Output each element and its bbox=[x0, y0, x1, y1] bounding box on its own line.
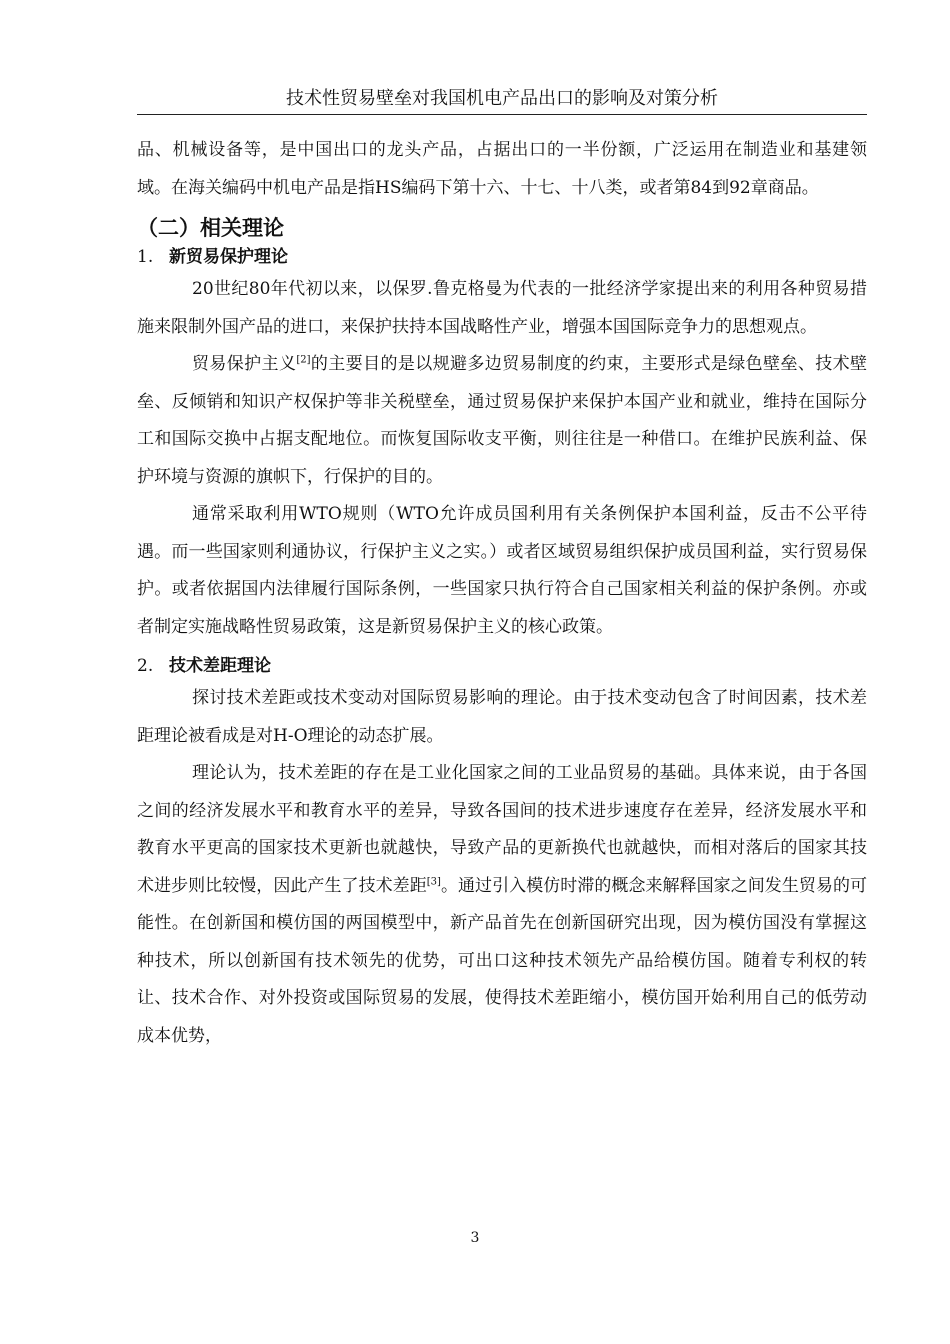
running-header: 技术性贸易壁垒对我国机电产品出口的影响及对策分析 bbox=[137, 84, 867, 115]
citation-2: [2] bbox=[296, 354, 311, 366]
citation-3: [3] bbox=[426, 875, 441, 887]
sub-heading-2 bbox=[137, 652, 867, 680]
paragraph-3: 通常采取利用WTO规则（WTO允许成员国利用有关条例保护本国利益，反击不公平待遇。而一些国家则利通协议，行保护主义之实。）或者区域贸易组织保护成员国利益，实行贸易保护。或者依据国内法律履行国际条例，一些国家只执行符合自己国家相关利益的保护条例。亦或者制定实施战略性贸易政策，这是新贸易保护主义的核心政策。 bbox=[137, 504, 867, 637]
page-content bbox=[137, 132, 867, 1055]
paragraph-5-text-b: 。通过引入模仿时滞的概念来解释国家之间发生贸易的可能性。在创新国和模仿国的两国模型中，新产品首先在创新国研究出现，因为模仿国没有掌握这种技术，所以创新国有技术领先的优势，可出口这种技术领先产品给模仿国。随着专利权的转让、技术合作、对外投资或国际贸易的发展，使得技术差距缩小，模仿国开始利用自己的低劳动成本优势， bbox=[137, 875, 868, 1046]
paragraph-2 bbox=[137, 346, 867, 496]
paragraph-5-text-a: 理论认为，技术差距的存在是工业化国家之间的工业品贸易的基础。具体来说，由于各国之间的经济发展水平和教育水平的差异，导致各国间的技术进步速度存在差异，经济发展水平和教育水平更高的国家技术更新也就越快，导致产品的更新换代也就越快，而相对落后的国家其技术进步则比较慢，因此产生了技术差距 bbox=[137, 763, 867, 896]
paragraph-2-text-b: 的主要目的是以规避多边贸易制度的约束，主要形式是绿色壁垒、技术壁垒、反倾销和知识产权保护等非关税壁垒，通过贸易保护来保护本国产业和就业，维持在国际分工和国际交换中占据支配地位。而恢复国际收支平衡，则往往是一种借口。在维护民族利益、保护环境与资源的旗帜下，行保护的目的。 bbox=[137, 354, 868, 487]
paragraph-5 bbox=[137, 755, 867, 1055]
sub-heading-1-title: 新贸易保护理论 bbox=[169, 247, 288, 267]
sub-heading-1 bbox=[137, 243, 867, 271]
section-heading: （二）相关理论 bbox=[137, 216, 284, 240]
paragraph-1: 20世纪80年代初以来，以保罗.鲁克格曼为代表的一批经济学家提出来的利用各种贸易措施来限制外国产品的进口，来保护扶持本国战略性产业，增强本国国际竞争力的思想观点。 bbox=[137, 279, 867, 337]
page-number: 3 bbox=[470, 1230, 480, 1246]
paragraph-4: 探讨技术差距或技术变动对国际贸易影响的理论。由于技术变动包含了时间因素，技术差距理论被看成是对H-O理论的动态扩展。 bbox=[137, 688, 867, 746]
sub-heading-2-number: 2. bbox=[137, 656, 154, 676]
paragraph-2-text-a: 贸易保护主义 bbox=[192, 354, 297, 374]
sub-heading-1-number: 1. bbox=[137, 247, 154, 267]
paragraph-intro: 品、机械设备等，是中国出口的龙头产品，占据出口的一半份额，广泛运用在制造业和基建领域。在海关编码中机电产品是指HS编码下第十六、十七、十八类，或者第84到92章商品。 bbox=[137, 140, 867, 198]
sub-heading-2-title: 技术差距理论 bbox=[169, 656, 271, 676]
